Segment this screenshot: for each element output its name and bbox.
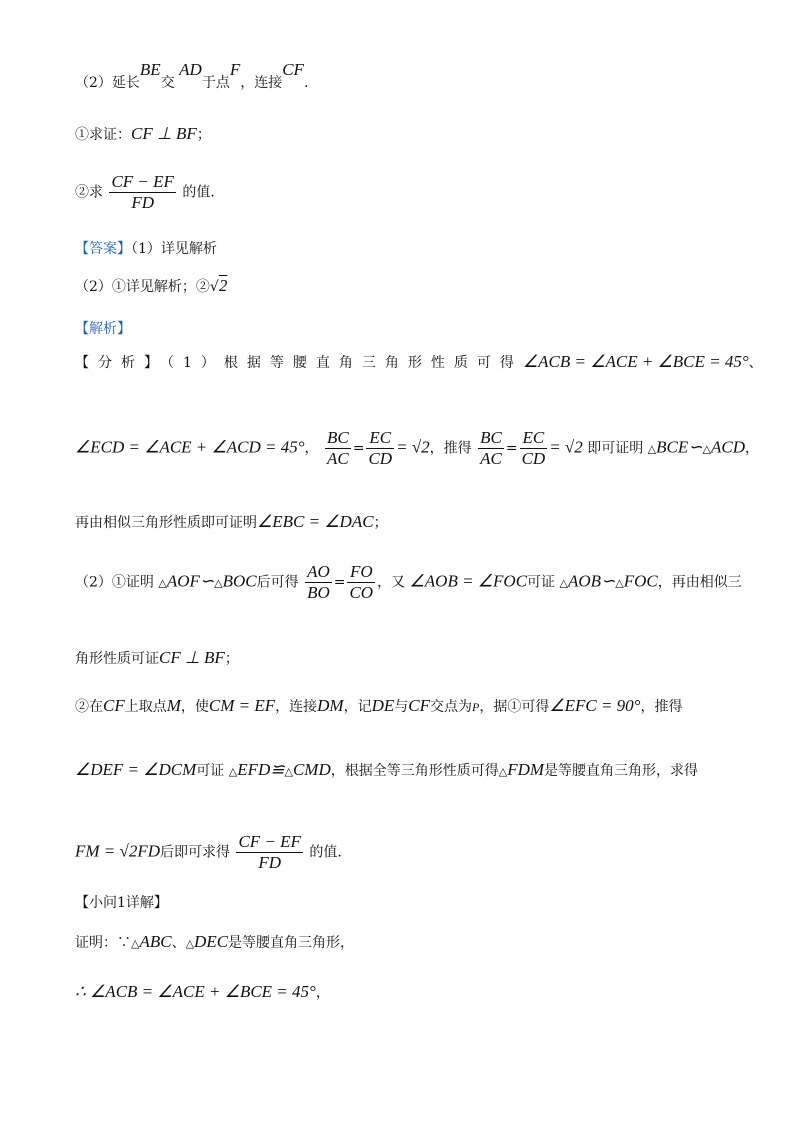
line-10: （2）①证明 △AOF∽△BOC后可得 $\frac{AO}{BO}$ = $\frac{FO}{CO}$ ，又 ∠AOB = ∠FOC可证 △AOB∽△FOC，再由相似三 bbox=[75, 562, 742, 602]
answer-line: 【答案】（1）详见解析 bbox=[75, 241, 217, 257]
triangle-icon: △ bbox=[498, 765, 508, 778]
line-13: ∠DEF = ∠DCM可证 △EFD≌△CMD，根据全等三角形性质可得△FDM是等腰直角三角形，求得 bbox=[75, 760, 699, 779]
triangle-icon: △ bbox=[185, 937, 195, 950]
triangle-icon: △ bbox=[158, 576, 167, 590]
triangle-icon: △ bbox=[131, 937, 140, 950]
triangle-icon: △ bbox=[214, 576, 223, 590]
subquestion-1-header: 【小问1详解】 bbox=[75, 895, 168, 911]
line-9: 再由相似三角形性质即可证明∠EBC = ∠DAC； bbox=[75, 512, 388, 531]
triangle-icon: △ bbox=[647, 442, 657, 456]
line-8: ∠ECD = ∠ACE + ∠ACD = 45°， $\frac{BC}{AC}$ = $\frac{EC}{CD}$ = √2，推得 $\frac{BC}{AC}$ = $\frac{EC}{CD}$ = √2 即可证明 △BCE∽△ACD， bbox=[75, 428, 759, 468]
line-2: ①求证：CF ⊥ BF； bbox=[75, 124, 211, 143]
triangle-icon: △ bbox=[559, 576, 568, 590]
line-1: （2）延长BE交 AD于点F，连接CF. bbox=[75, 60, 309, 91]
line-11: 角形性质可证CF ⊥ BF； bbox=[75, 648, 239, 667]
sqrt-icon: √ bbox=[209, 279, 219, 295]
line-12: ②在CF上取点M，使CM = EF，连接DM，记DE与CF交点为P，据①可得∠EFC = 90°，推得 bbox=[75, 696, 683, 715]
line-17: ∴ ∠ACB = ∠ACE + ∠BCE = 45°， bbox=[75, 982, 330, 1001]
line-16: 证明：∵△ABC、△DEC是等腰直角三角形， bbox=[75, 932, 355, 951]
triangle-icon: △ bbox=[702, 442, 711, 456]
line-7: 【分析】（1）根据等腰直角三角形性质可得∠ACB = ∠ACE + ∠BCE = 45°、 bbox=[75, 352, 763, 371]
line-5: （2）①详见解析；②√2 bbox=[75, 276, 228, 295]
fraction: $\frac{CF - EF}{FD}$ bbox=[111, 172, 174, 212]
analysis-tag: 【解析】 bbox=[75, 321, 131, 337]
triangle-icon: △ bbox=[284, 765, 293, 778]
answer-tag: 【答案】 bbox=[75, 241, 131, 257]
triangle-icon: △ bbox=[228, 765, 238, 778]
analysis-tag-line bbox=[75, 318, 740, 338]
line-14: FM = √2FD后即可求得 $\frac{CF - EF}{FD}$ 的值. bbox=[75, 832, 342, 872]
triangle-icon: △ bbox=[615, 576, 624, 590]
line-3: ②求 $\frac{CF - EF}{FD}$ 的值. bbox=[75, 172, 215, 212]
